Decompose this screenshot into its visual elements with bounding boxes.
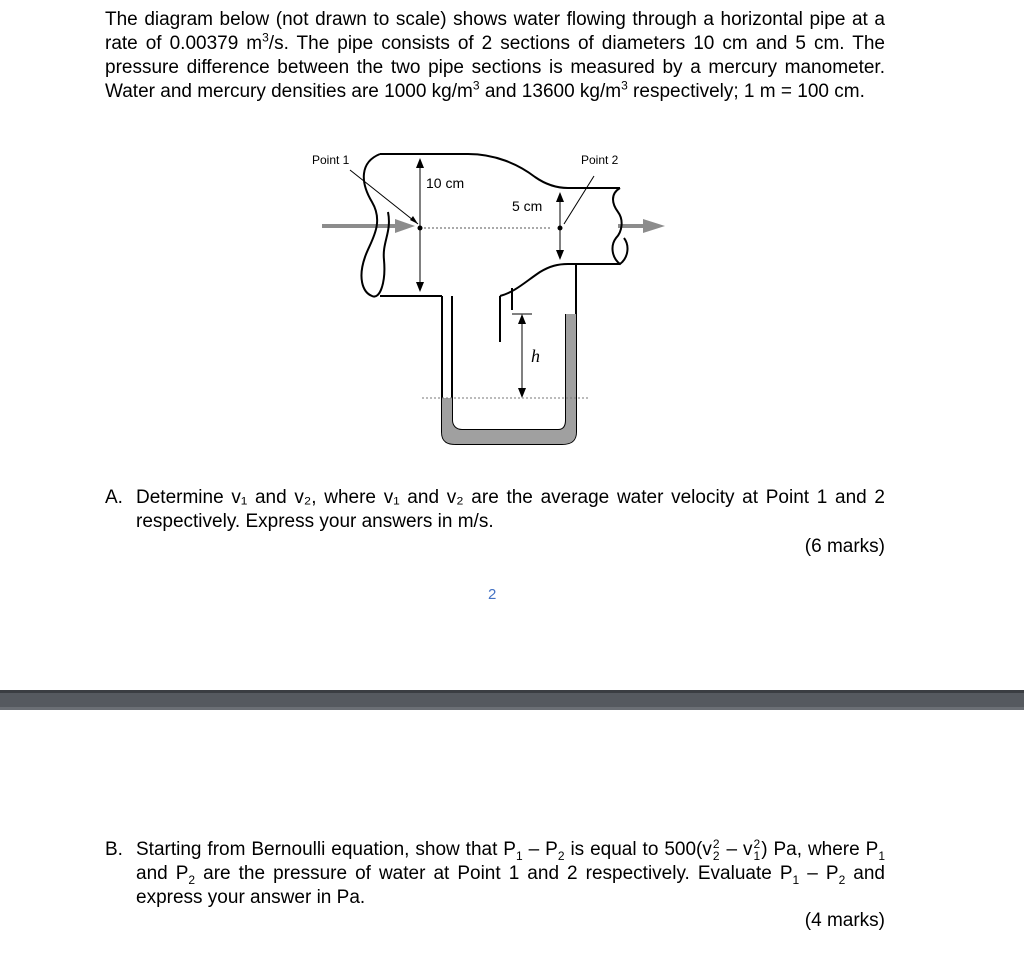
question-b-text-part: ) Pa, where P	[761, 839, 879, 861]
pipe-outline-bottom	[380, 264, 620, 296]
subscript: 2	[557, 848, 565, 863]
problem-statement	[105, 8, 885, 104]
point1-leader	[350, 170, 418, 224]
height-h-dimension	[422, 314, 590, 398]
question-b-text-part: – P	[799, 863, 839, 885]
question-b-text-part: Starting from Bernoulli equation, show that P	[136, 839, 516, 861]
pipe-manometer-diagram	[300, 142, 700, 452]
question-b-text: Starting from Bernoulli equation, show that $P_1 - P_2$ is equal to 500(v 2 2 – v 2 1 ) Pa, where $P_1$ and $P_2$ are the pressure of water at Point 1 and 2 respectively. Evaluate $P_1 - P_2$ and express your answer in Pa.	[136, 837, 886, 909]
question-a-text: Determine v₁ and v₂, where v₁ and v₂ are the average water velocity at Point 1 and 2 respectively. Express your answers in m/s.	[136, 487, 885, 532]
question-b-letter: B.	[105, 839, 123, 860]
mercury-column	[442, 314, 576, 444]
subscript: 1	[515, 848, 523, 863]
question-b-text-part: is equal to 500(v	[564, 839, 712, 861]
page-break-divider-edge	[0, 707, 1024, 710]
question-b-text-part: – P	[522, 839, 558, 861]
question-b-text-part: and express your answer in Pa.	[136, 863, 885, 909]
diameter-10cm-dimension	[416, 158, 424, 292]
diameter-10cm-label: 10 cm	[426, 175, 465, 191]
intro-part1: The diagram below (not drawn to scale) shows water flowing through a horizontal pipe at a rate of 0.00379 m	[105, 9, 885, 54]
manometer	[442, 264, 576, 444]
question-b-text-part: are the pressure of water at Point 1 and 2 respectively. Evaluate P	[195, 863, 793, 885]
diameter-5cm-label: 5 cm	[512, 198, 543, 214]
intro-part4: respectively; 1 m = 100 cm.	[627, 81, 865, 102]
height-h-label: h	[531, 346, 540, 366]
page-number: 2	[488, 586, 497, 603]
point2-label: Point 2	[581, 153, 619, 167]
cube-superscript: 3	[472, 78, 480, 93]
question-a-letter: A.	[105, 487, 123, 508]
intro-part3: and 13600 kg/m	[479, 81, 622, 102]
subscript: 2	[838, 872, 846, 887]
subscript: 1	[792, 872, 800, 887]
diameter-5cm-dimension	[556, 192, 564, 260]
question-b	[105, 838, 885, 910]
cube-superscript: 3	[262, 30, 269, 45]
question-a-marks: (6 marks)	[804, 536, 885, 557]
intro-part2: /s. The pipe consists of 2 sections of diameters 10 cm and 5 cm. The pressure difference between the two pipe sections is measured by a mercury manometer. Water and mercury densities are 1000 kg/m	[105, 33, 885, 102]
question-b-text-part: and P	[136, 863, 189, 885]
question-b-marks: (4 marks)	[804, 910, 885, 931]
page-break-divider-edge	[0, 690, 1024, 693]
outlet-flow-arrow	[618, 219, 665, 233]
question-b-text-part: – v	[720, 839, 753, 861]
subscript: 1	[878, 848, 886, 863]
point2-leader	[564, 176, 594, 224]
subscript: 2	[188, 872, 196, 887]
cube-superscript: 3	[621, 78, 628, 93]
inlet-flow-arrow	[322, 219, 415, 233]
point1-label: Point 1	[312, 153, 350, 167]
question-a	[105, 486, 885, 534]
